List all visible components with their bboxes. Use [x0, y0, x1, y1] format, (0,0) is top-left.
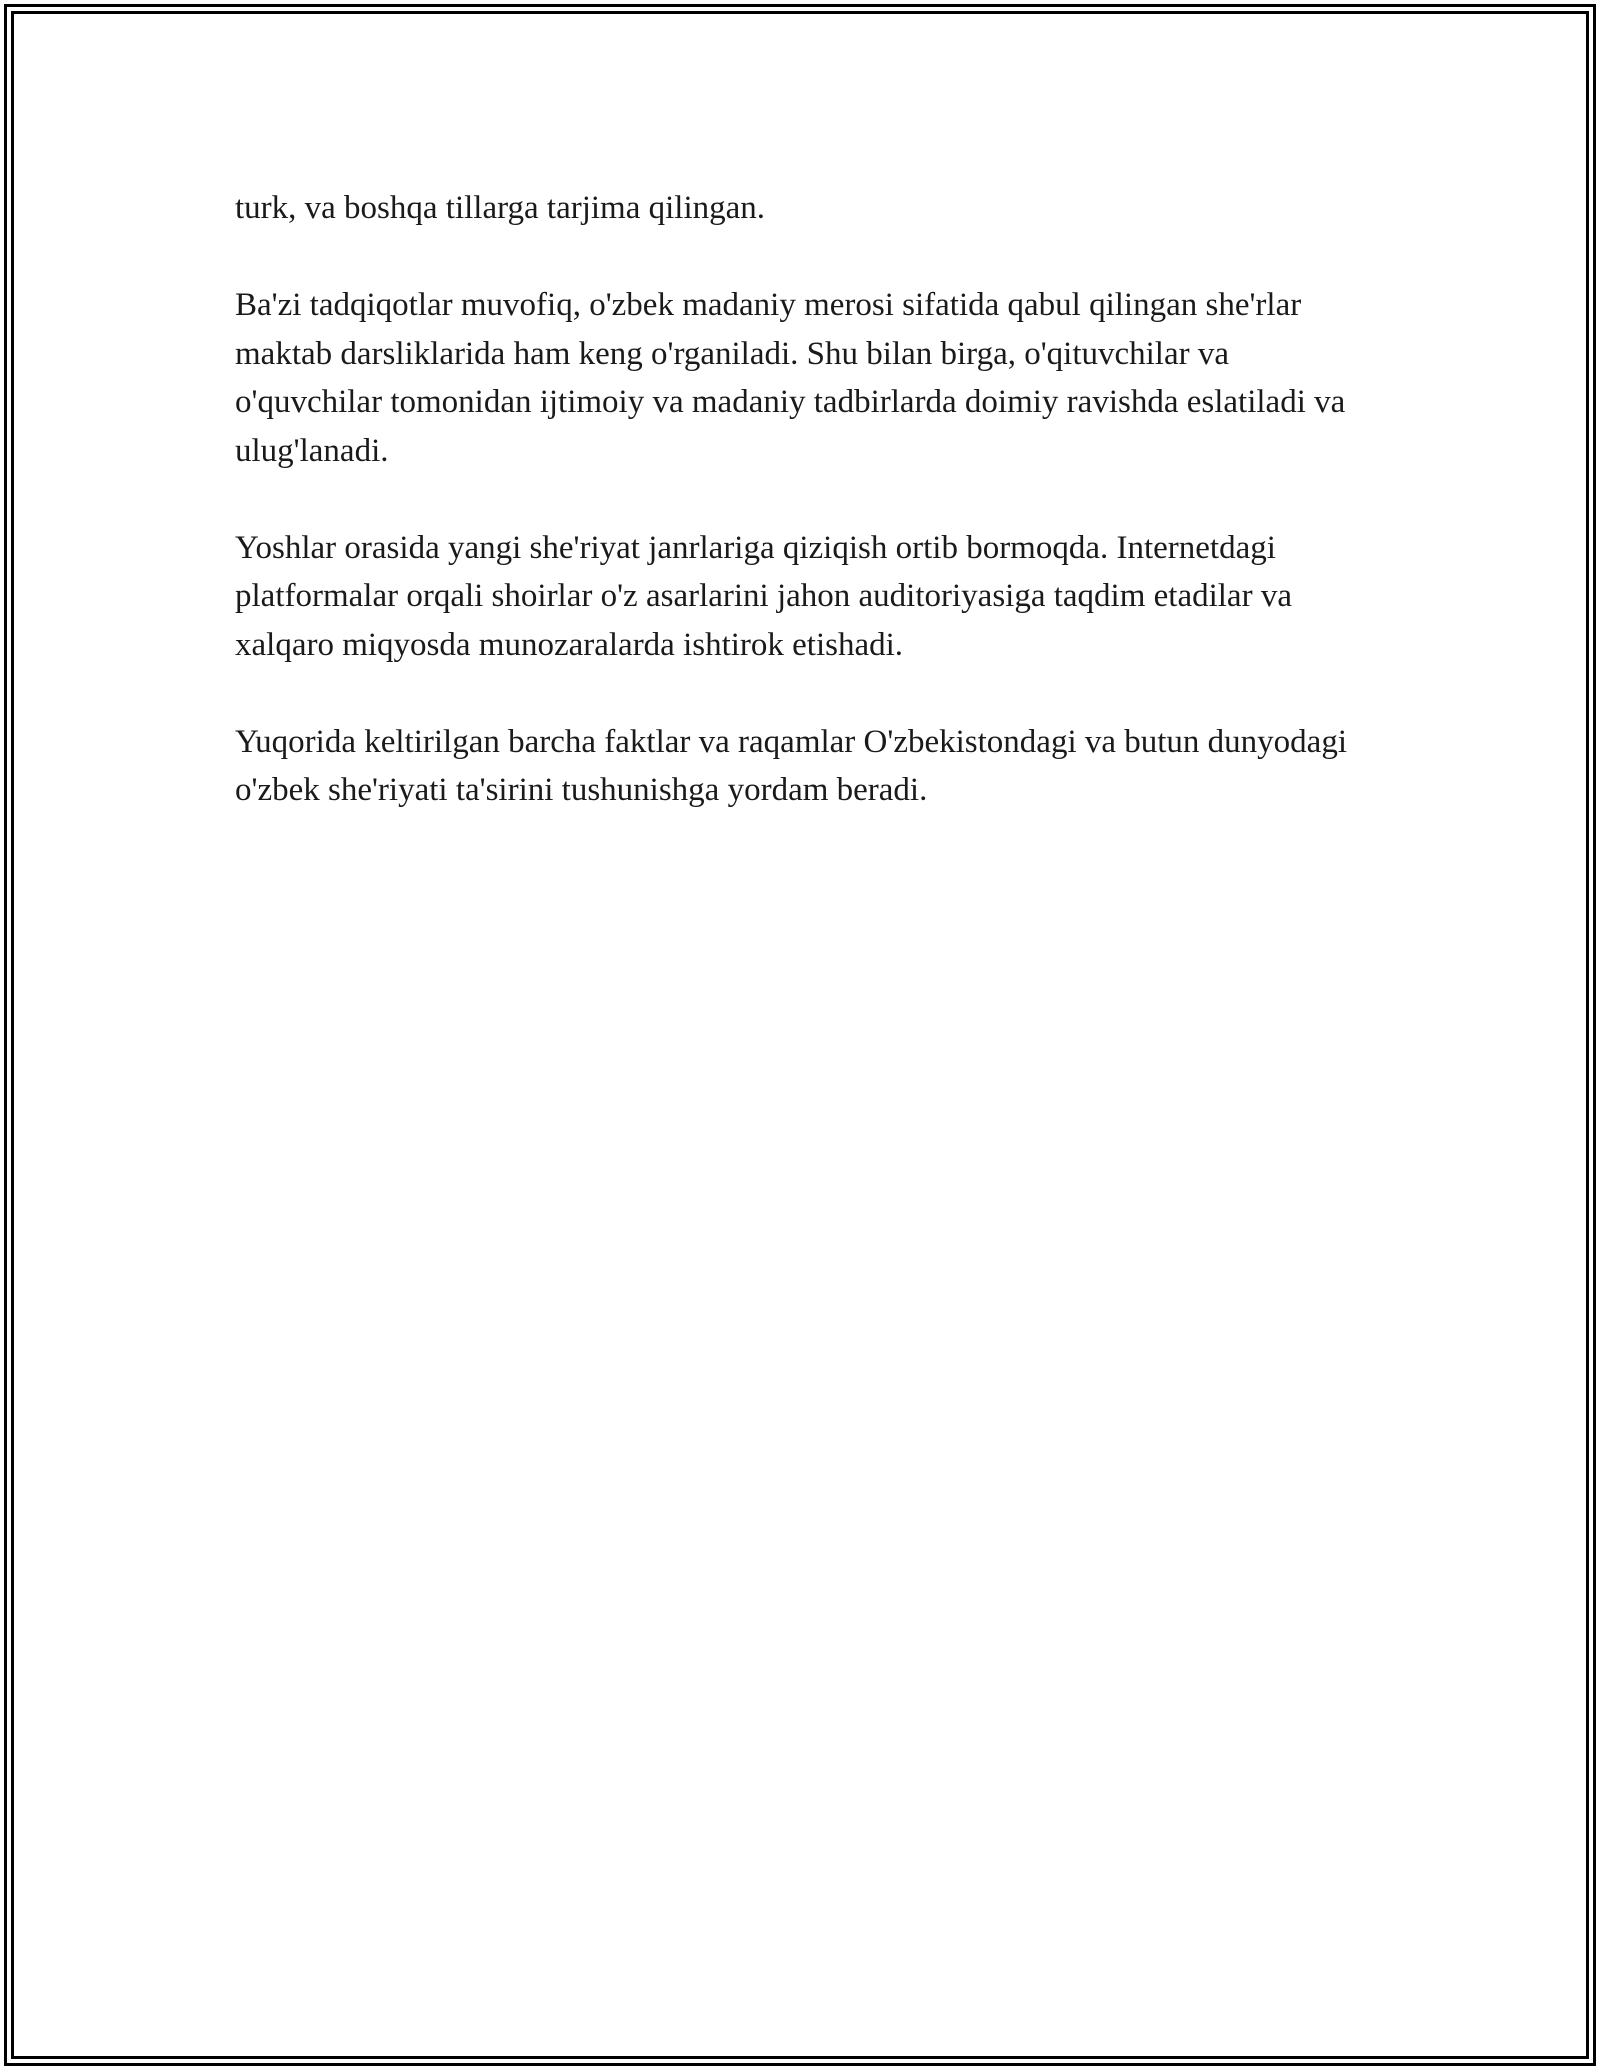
paragraph-school-curriculum: Ba'zi tadqiqotlar muvofiq, o'zbek madaniy merosi sifatida qabul qilingan she'rlar maktab darsliklarida ham keng o'rganiladi. Shu bilan birga, o'qituvchilar va o'quvchilar tomonidan ijtimoiy va madaniy tadbirlarda doimiy ravishda eslatiladi va ulug'lanadi. [235, 287, 1346, 469]
paragraph-conclusion: Yuqorida keltirilgan barcha faktlar va raqamlar O'zbekistondagi va butun dunyodagi o'zbek she'riyati ta'sirini tushunishga yordam beradi. [235, 723, 1347, 808]
paragraph-youth-interest: Yoshlar orasida yangi she'riyat janrlariga qiziqish ortib bormoqda. Internetdagi platformalar orqali shoirlar o'z asarlarini jahon auditoriyasiga taqdim etadilar va xalqaro miqyosda munozaralarda ishtirok etishadi. [235, 529, 1292, 663]
paragraph-translation-note: turk, va boshqa tillarga tarjima qilingan. [235, 190, 766, 226]
document-body [235, 184, 1365, 863]
